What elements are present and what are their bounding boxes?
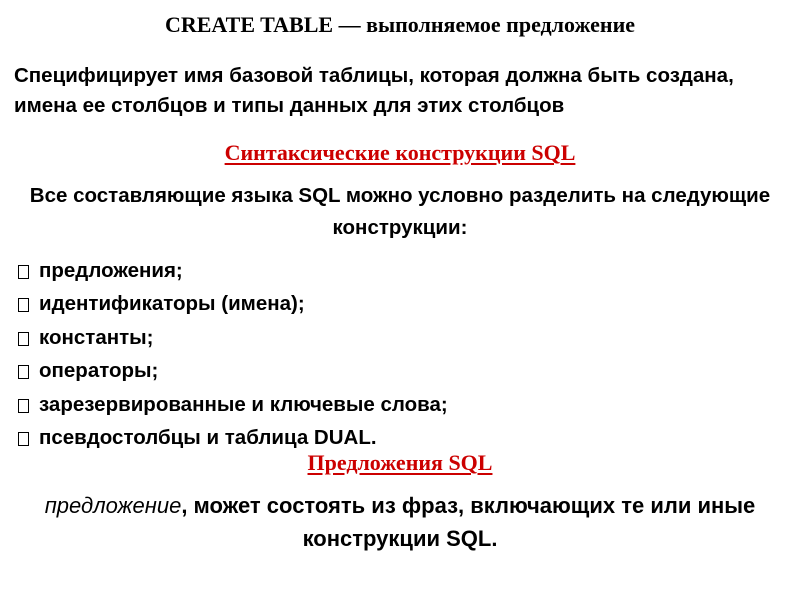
- closing-rest: , может состоять из фраз, включающих те или иные конструкции SQL.: [181, 493, 756, 551]
- closing-paragraph: [20, 489, 780, 555]
- list-item: [18, 355, 778, 389]
- list-item: [18, 321, 778, 355]
- list-item: [18, 254, 778, 288]
- sentences-heading: Предложения SQL: [307, 450, 493, 475]
- empty-square-icon: [18, 399, 29, 413]
- closing-term: предложение: [44, 493, 182, 518]
- empty-square-icon: [18, 298, 29, 312]
- list-item-text: идентификаторы (имена);: [39, 292, 305, 316]
- list-item-text: предложения;: [39, 258, 183, 282]
- empty-square-icon: [18, 432, 29, 446]
- list-item-text: псевдостолбцы и таблица DUAL.: [39, 426, 377, 450]
- constructs-list: [18, 254, 778, 455]
- list-item-text: зарезервированные и ключевые слова;: [39, 392, 448, 416]
- syntax-heading: Синтаксические конструкции SQL: [224, 140, 576, 165]
- slide-title: CREATE TABLE — выполняемое предложение: [164, 12, 636, 37]
- list-item-text: константы;: [39, 325, 154, 349]
- empty-square-icon: [18, 332, 29, 346]
- intro-paragraph: Специфицирует имя базовой таблицы, которая должна быть создана, имена ее столбцов и типы данных для этих столбцов: [14, 64, 734, 117]
- lead-paragraph: Все составляющие языка SQL можно условно разделить на следующие конструкции:: [29, 184, 771, 239]
- empty-square-icon: [18, 265, 29, 279]
- list-item: [18, 388, 778, 422]
- list-item: [18, 288, 778, 322]
- list-item-text: операторы;: [39, 359, 159, 383]
- empty-square-icon: [18, 365, 29, 379]
